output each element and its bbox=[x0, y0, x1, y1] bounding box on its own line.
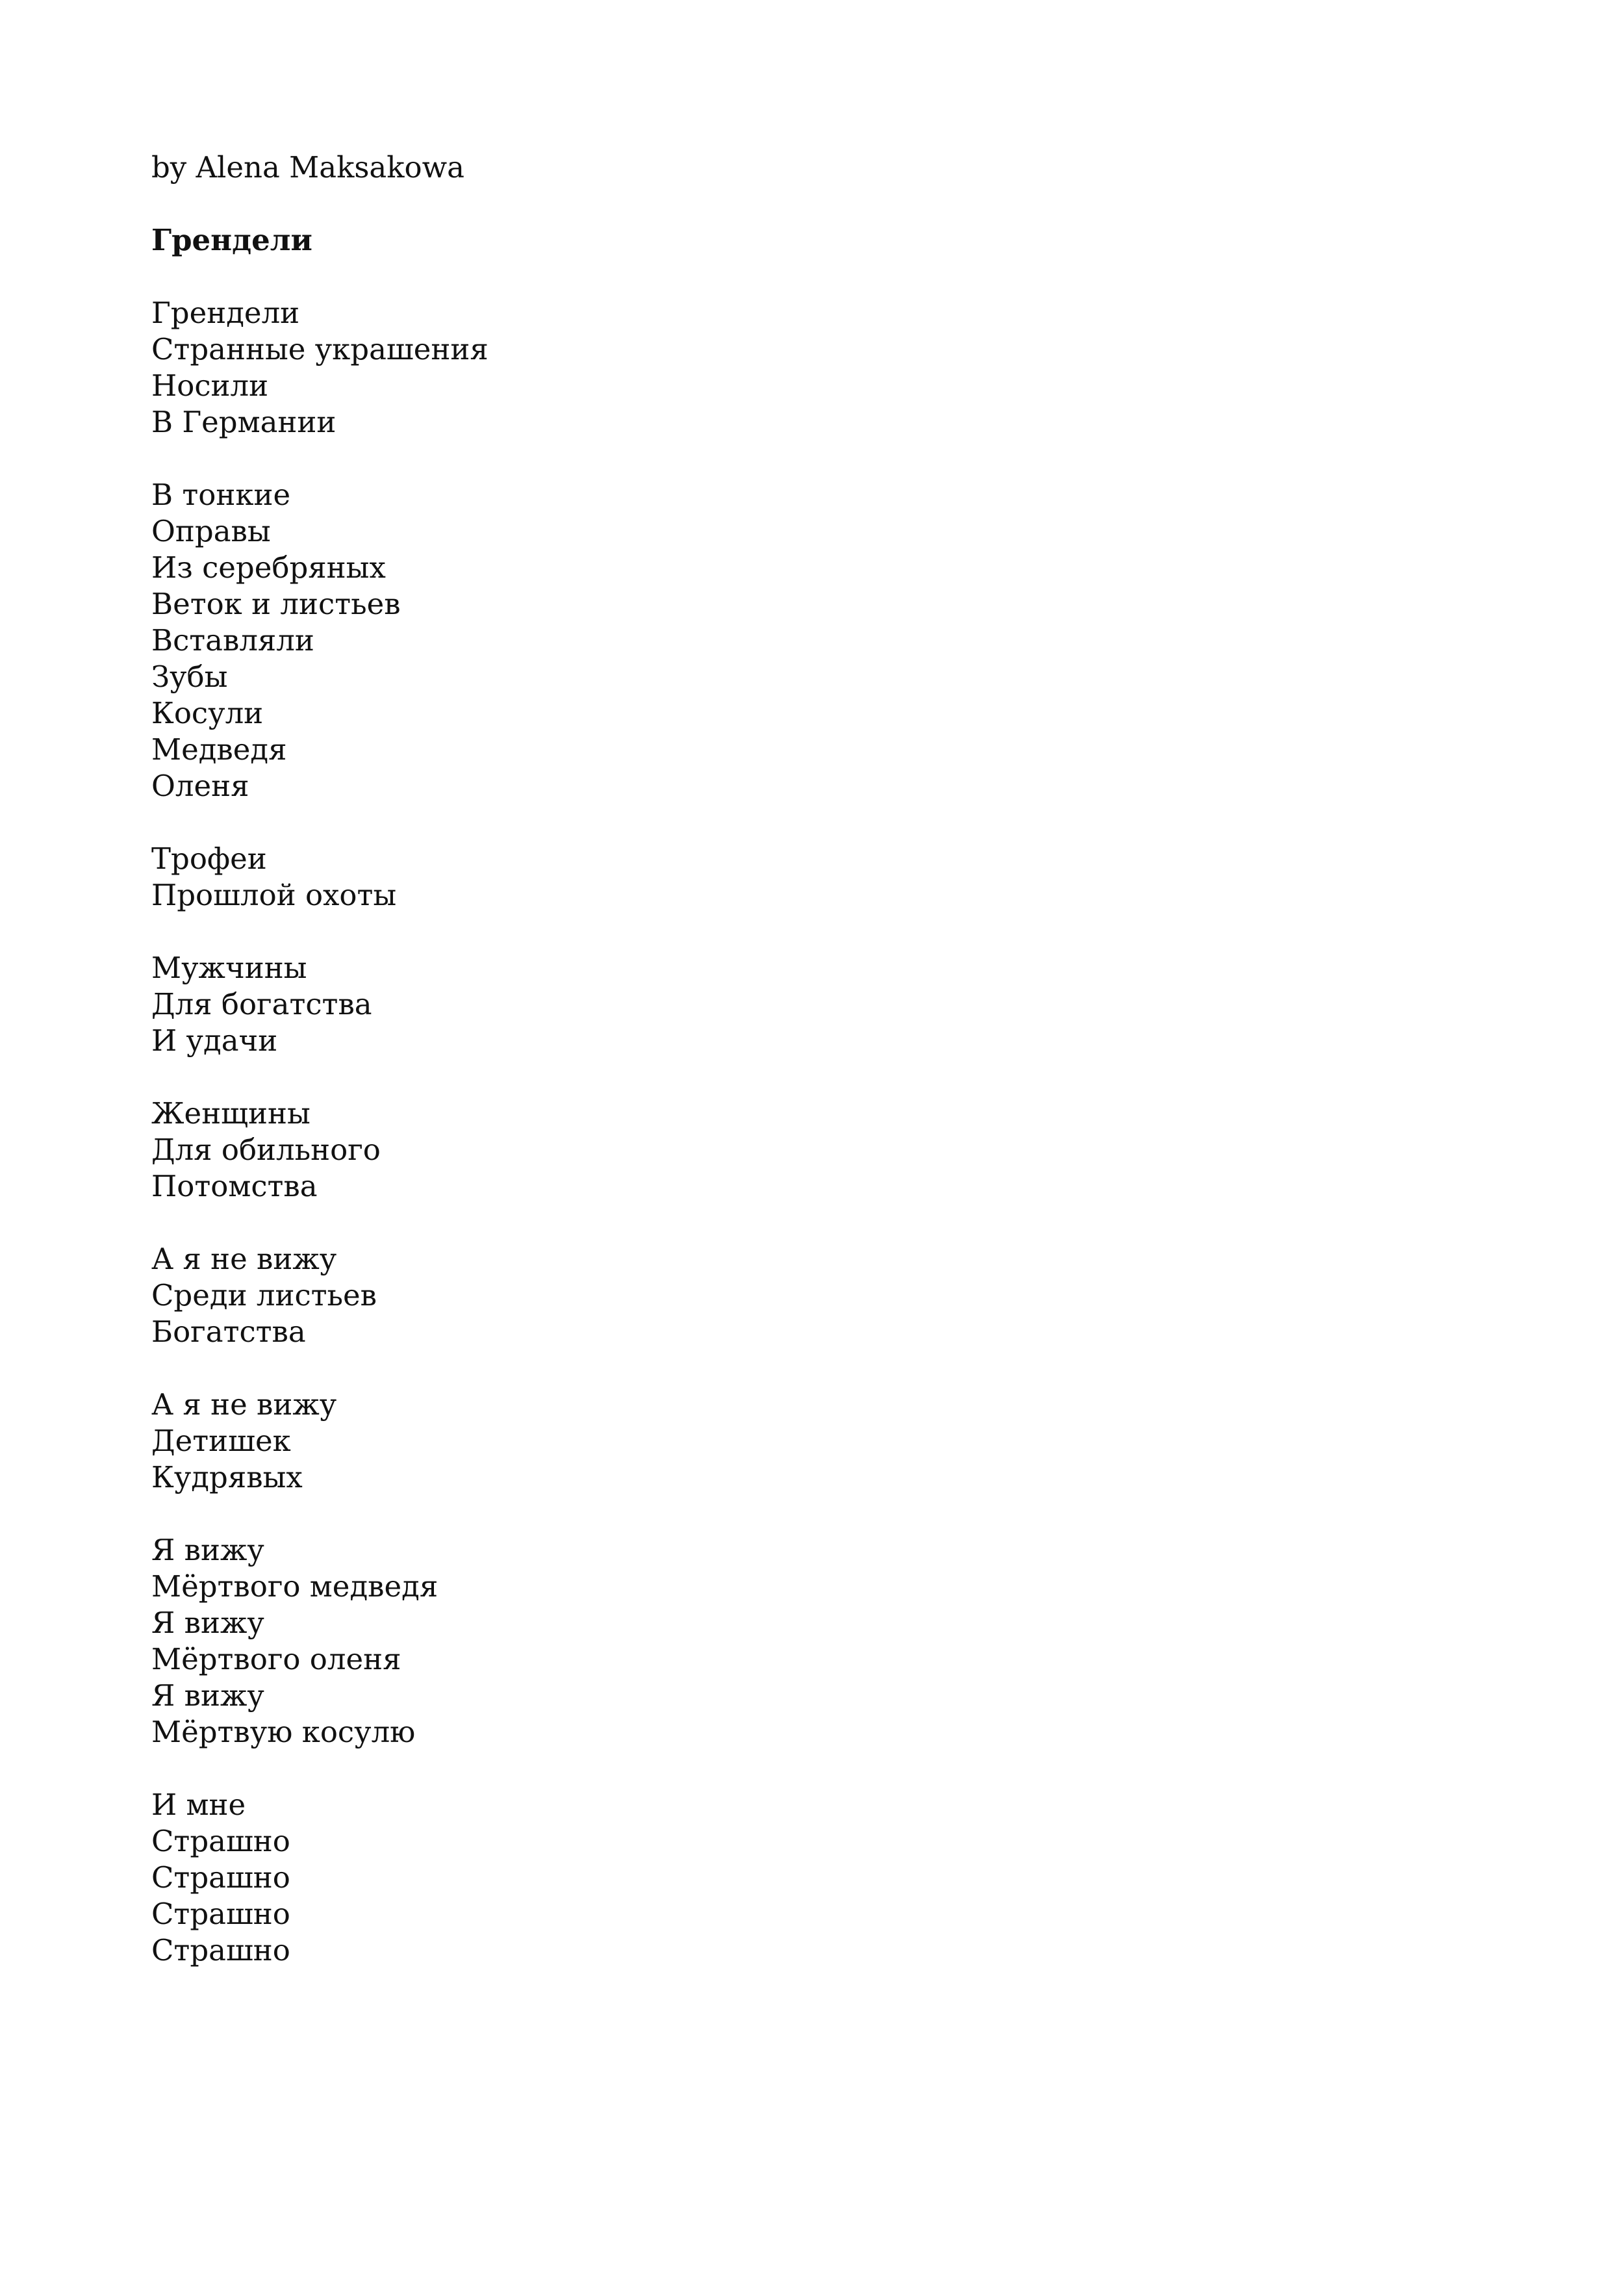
poem-line: Женщины bbox=[151, 1096, 311, 1131]
document-content bbox=[151, 149, 1451, 2005]
poem-line: Веток и листьев bbox=[151, 587, 401, 621]
poem-line: Мужчины bbox=[151, 951, 307, 985]
stanza bbox=[151, 295, 1451, 441]
poem-line: Я вижу bbox=[151, 1678, 264, 1713]
stanza bbox=[151, 1387, 1451, 1496]
stanza bbox=[151, 477, 1451, 804]
poem-line: Я вижу bbox=[151, 1606, 264, 1640]
stanza bbox=[151, 841, 1451, 914]
poem-line: Страшно bbox=[151, 1824, 290, 1858]
poem-line: Косули bbox=[151, 696, 264, 730]
poem-line: Страшно bbox=[151, 1897, 290, 1931]
poem-line: Грендели bbox=[151, 296, 300, 330]
poem-line: Трофеи bbox=[151, 841, 267, 876]
poem-line: Для богатства bbox=[151, 987, 372, 1021]
poem-line: Из серебряных bbox=[151, 550, 386, 585]
stanza bbox=[151, 1095, 1451, 1205]
poem-line: Кудрявых bbox=[151, 1460, 303, 1494]
poem-line: Медведя bbox=[151, 732, 287, 767]
poem-line: Потомства bbox=[151, 1169, 318, 1203]
poem-line: И удачи bbox=[151, 1023, 278, 1058]
stanza bbox=[151, 1241, 1451, 1350]
poem-line: Оправы bbox=[151, 514, 271, 548]
poem-line: Странные украшения bbox=[151, 332, 488, 366]
poem-line: Богатства bbox=[151, 1314, 306, 1349]
poem-line: Прошлой охоты bbox=[151, 878, 397, 912]
poem-line: И мне bbox=[151, 1787, 246, 1822]
poem-line: А я не вижу bbox=[151, 1387, 337, 1422]
poem-body bbox=[151, 295, 1451, 1969]
poem-line: Детишек bbox=[151, 1424, 291, 1458]
poem-line: Мёртвого медведя bbox=[151, 1569, 438, 1604]
author-line: by Alena Maksakowa bbox=[151, 150, 464, 185]
poem-line: Носили bbox=[151, 368, 269, 403]
poem-line: Среди листьев bbox=[151, 1278, 377, 1313]
poem-title: Грендели bbox=[151, 223, 312, 257]
poem-line: Мёртвого оленя bbox=[151, 1642, 401, 1676]
poem-line: Мёртвую косулю bbox=[151, 1715, 416, 1749]
stanza bbox=[151, 1532, 1451, 1750]
poem-line: Оленя bbox=[151, 769, 249, 803]
stanza bbox=[151, 950, 1451, 1059]
poem-line: В тонкие bbox=[151, 478, 291, 512]
stanza bbox=[151, 1787, 1451, 1969]
poem-line: А я не вижу bbox=[151, 1242, 337, 1276]
poem-line: Страшно bbox=[151, 1933, 290, 1967]
poem-line: Страшно bbox=[151, 1860, 290, 1895]
poem-line: Зубы bbox=[151, 660, 228, 694]
poem-line: Вставляли bbox=[151, 623, 314, 658]
poem-line: Для обильного bbox=[151, 1133, 381, 1167]
poem-line: В Германии bbox=[151, 405, 336, 439]
poem-line: Я вижу bbox=[151, 1533, 264, 1567]
